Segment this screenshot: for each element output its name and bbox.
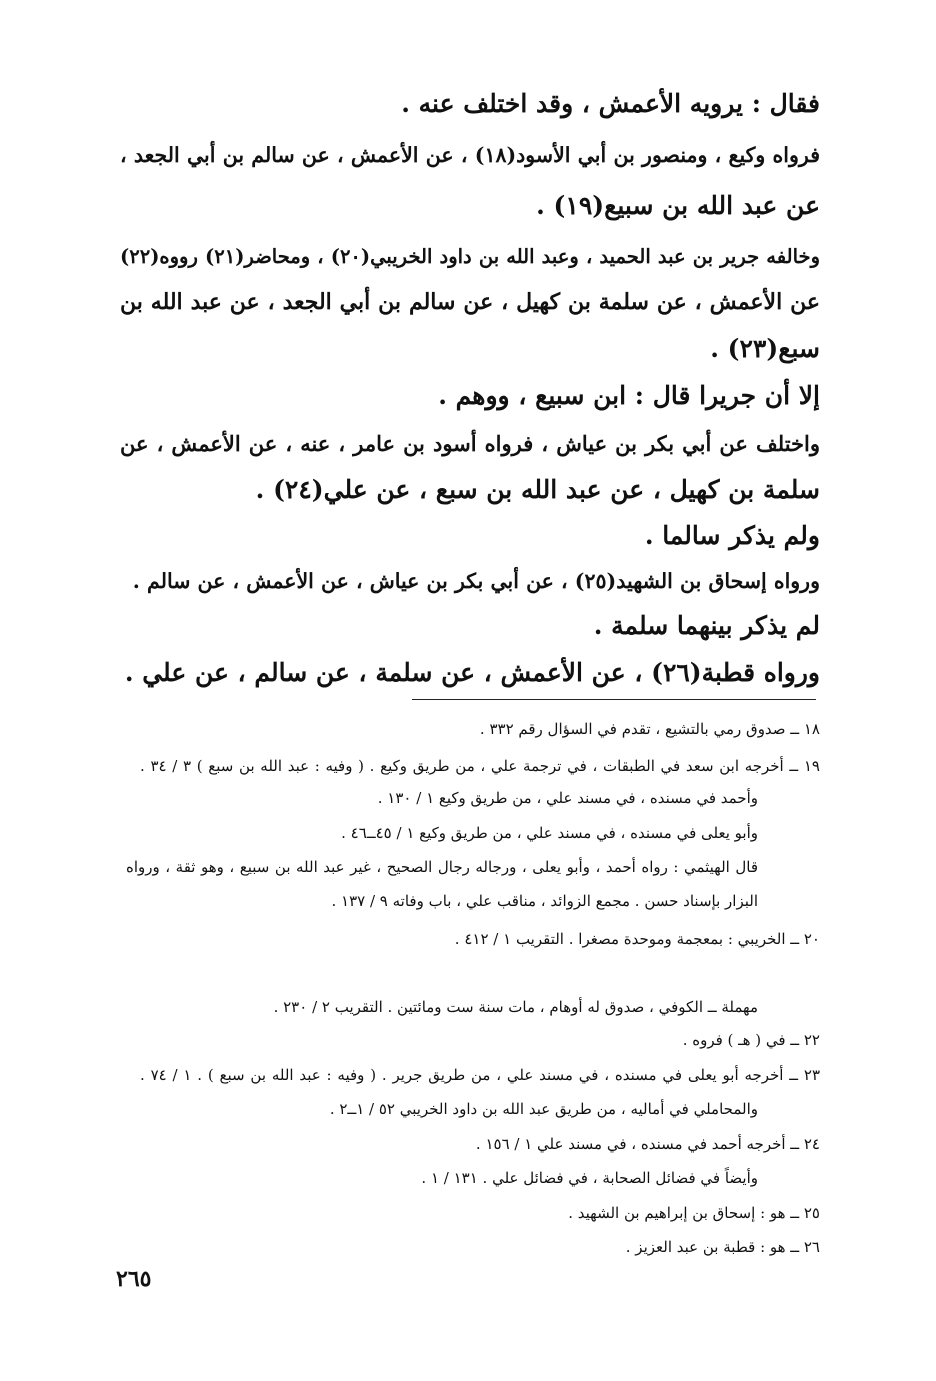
footnote-21 xyxy=(126,962,820,984)
footnote-line: البزار بإسناد حسن . مجمع الزوائد ، مناقب علي ، باب وفاته ٩ / ١٣٧ . xyxy=(331,892,758,910)
text-line: ورواه قطبة(٢٦) ، عن الأعمش ، عن سلمة ، عن سالم ، عن علي . xyxy=(124,658,820,687)
text-line: إلا أن جريرا قال : ابن سبيع ، ووهم . xyxy=(438,381,820,410)
footnote-23: ٢٣ ــ أخرجه أبو يعلى في مسنده ، في مسند علي ، من طريق جرير . ( وفيه : عبد الله بن سبع ) . ١ / ٧٤ . xyxy=(140,1066,821,1084)
text-line: وخالفه جرير بن عبد الحميد ، وعبد الله بن داود الخريبي(٢٠) ، ومحاضر(٢١) رووه(٢٢) xyxy=(120,245,820,268)
footnote-line: قال الهيثمي : رواه أحمد ، وأبو يعلى ، ورجاله رجال الصحيح ، غير عبد الله بن سبيع ، وهو ثقة ، ورواه xyxy=(126,858,758,876)
footnote-line: مهملة ــ الكوفي ، صدوق له أوهام ، مات سنة ست ومائتين . التقريب ٢ / ٢٣٠ . xyxy=(273,998,758,1016)
text-line: فقال : يرويه الأعمش ، وقد اختلف عنه . xyxy=(401,89,820,118)
text-line: واختلف عن أبي بكر بن عياش ، فرواه أسود بن عامر ، عنه ، عن الأعمش ، عن xyxy=(120,431,820,456)
text-line: عن عبد الله بن سبيع(١٩) . xyxy=(536,191,820,220)
footnote-22: ٢٢ ــ في ( هـ ) فروه . xyxy=(682,1031,820,1049)
text-line: سلمة بن كهيل ، عن عبد الله بن سبع ، عن علي(٢٤) . xyxy=(255,475,820,504)
text-line: فرواه وكيع ، ومنصور بن أبي الأسود(١٨) ، عن الأعمش ، عن سالم بن أبي الجعد ، xyxy=(120,143,820,167)
footnote-line: وأبو يعلى في مسنده ، في مسند علي ، من طريق وكيع ١ / ٤٥ــ٤٦ . xyxy=(341,824,758,842)
footnote-separator xyxy=(412,699,816,700)
footnote-18: ١٨ ــ صدوق رمي بالتشيع ، تقدم في السؤال رقم ٣٣٢ . xyxy=(479,720,820,738)
footnote-25: ٢٥ ــ هو : إسحاق بن إبراهيم بن الشهيد . xyxy=(568,1204,820,1222)
footnote-line: والمحاملي في أماليه ، من طريق عبد الله بن داود الخريبي ٥٢ / ١ــ٢ . xyxy=(329,1100,758,1118)
footnote-line: وأحمد في مسنده ، في مسند علي ، من طريق وكيع ١ / ١٣٠ . xyxy=(377,789,758,807)
text-line: سبع(٢٣) . xyxy=(710,334,820,363)
text-line: ورواه إسحاق بن الشهيد(٢٥) ، عن أبي بكر بن عياش ، عن الأعمش ، عن سالم . xyxy=(132,569,820,593)
page-number: ٢٦٥ xyxy=(116,1266,152,1292)
text-line: لم يذكر بينهما سلمة . xyxy=(593,611,820,640)
text-line: عن الأعمش ، عن سلمة بن كهيل ، عن سالم بن أبي الجعد ، عن عبد الله بن xyxy=(120,289,820,315)
text-line: ولم يذكر سالما . xyxy=(644,521,820,550)
footnote-20: ٢٠ ــ الخريبي : بمعجمة وموحدة مصغرا . التقريب ١ / ٤١٢ . xyxy=(454,930,820,948)
footnote-24: ٢٤ ــ أخرجه أحمد في مسنده ، في مسند علي ١ / ١٥٦ . xyxy=(475,1135,820,1153)
footnote-26: ٢٦ ــ هو : قطبة بن عبد العزيز . xyxy=(625,1238,820,1256)
footnote-line: وأيضاً في فضائل الصحابة ، في فضائل علي . ١٣١ / ١ . xyxy=(421,1169,758,1187)
footnote-19: ١٩ ــ أخرجه ابن سعد في الطبقات ، في ترجمة علي ، من طريق وكيع . ( وفيه : عبد الله بن سبع ) ٣ / ٣٤ . xyxy=(140,757,820,775)
